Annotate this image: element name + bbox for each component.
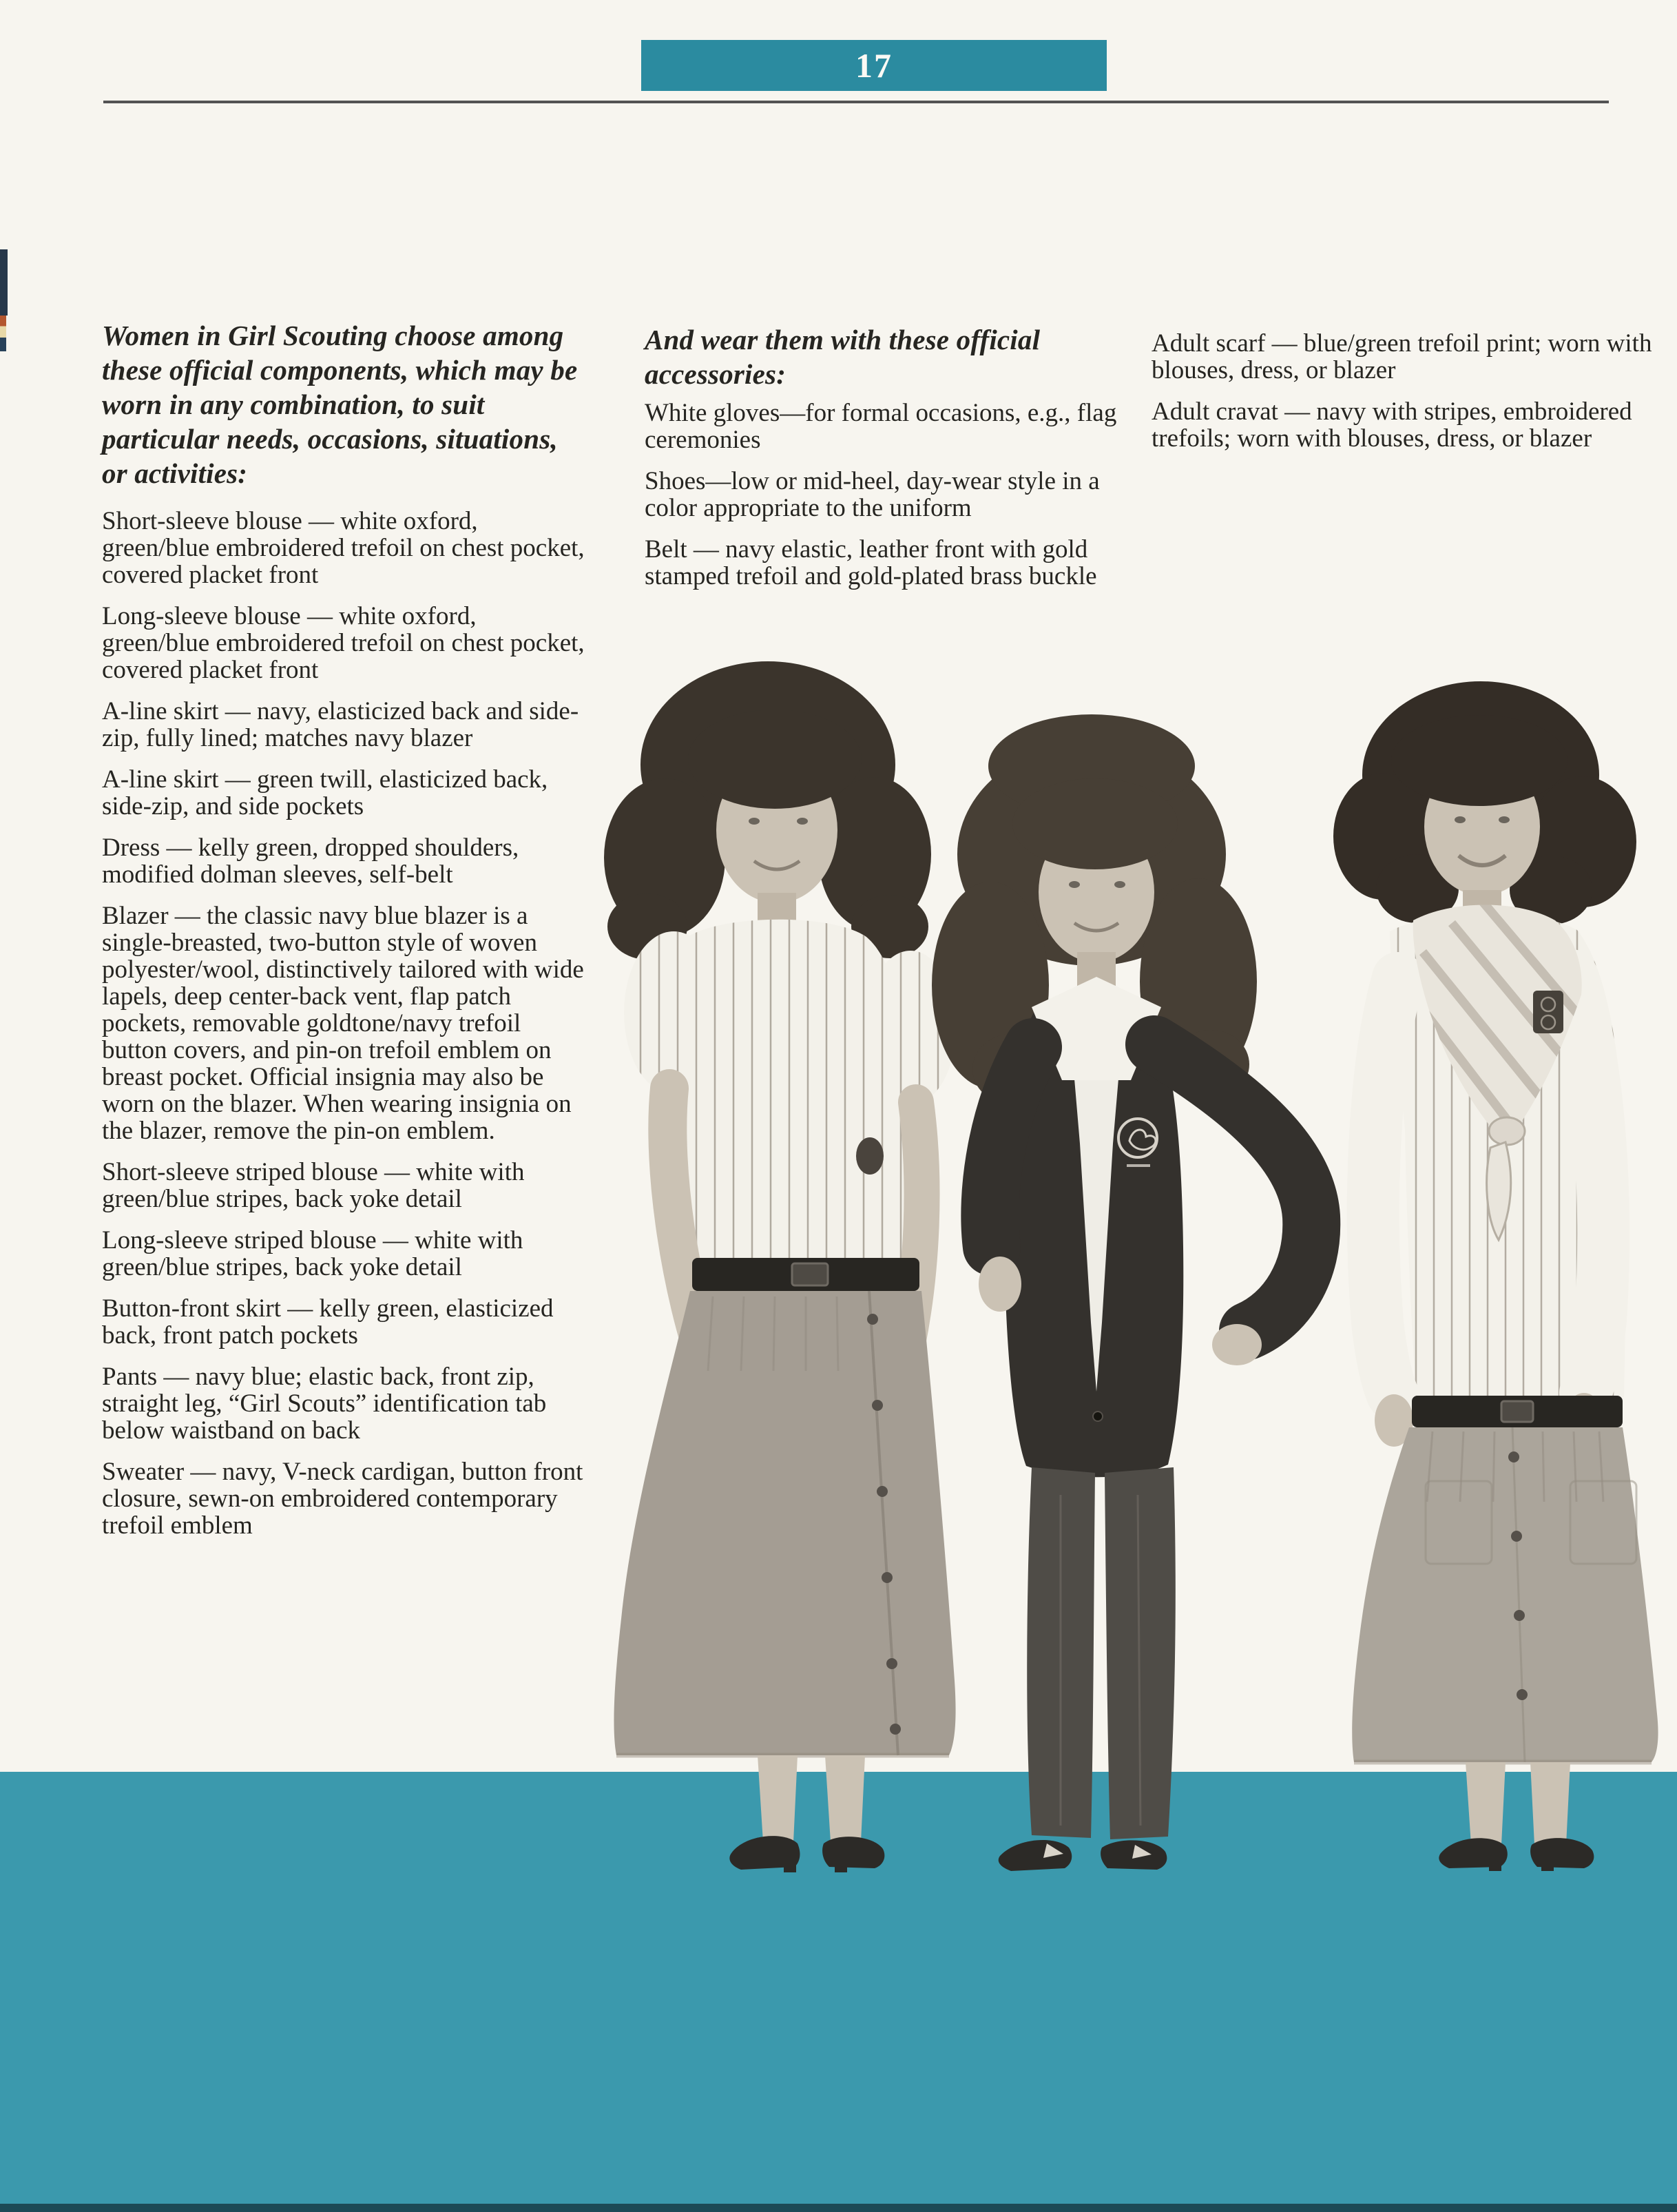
model-left-face-features — [749, 818, 808, 869]
model-right-badge — [1533, 991, 1563, 1033]
accessory-item-shoes: Shoes—low or mid-heel, day-wear style in a color appropriate to the uniform — [645, 467, 1100, 522]
accessories-column — [645, 311, 1127, 604]
uniform-item-aline-skirt-green: A-line skirt — green twill, elasticized back, side-zip, and side pockets — [102, 765, 548, 820]
model-left-blouse — [624, 916, 956, 1268]
page-number-banner — [641, 40, 1107, 91]
model-right-hair — [1333, 681, 1636, 924]
model-middle-hair — [932, 714, 1257, 1105]
uniform-item-blazer: Blazer — the classic navy blue blazer is a single-breasted, two-button style of woven polyester/wool, distinctively tailored with wide lapels, deep center-back vent, flap patch pockets, removable goldtone/navy trefoil button covers, and pin-on trefoil emblem on breast pocket. Official insignia may also be worn on the blazer. When wearing insignia on the blazer, remove the pin-on emblem. — [102, 902, 584, 1145]
page-bottom-edge — [0, 2204, 1677, 2212]
uniform-item-sweater: Sweater — navy, V-neck cardigan, button front closure, sewn-on embroidered contemporary trefoil emblem — [102, 1458, 583, 1540]
accessory-item-adult-cravat: Adult cravat — navy with stripes, embroidered trefoils; worn with blouses, dress, or blazer — [1152, 397, 1632, 453]
model-middle-bangs — [1012, 778, 1178, 869]
page-number: 17 — [855, 46, 893, 85]
scan-edge-artifact — [0, 316, 6, 351]
model-middle-face-features — [1069, 881, 1125, 931]
uniform-item-button-front-skirt: Button-front skirt — kelly green, elasticized back, front patch pockets — [102, 1294, 554, 1350]
accessory-item-adult-scarf: Adult scarf — blue/green trefoil print; worn with blouses, dress, or blazer — [1152, 329, 1652, 384]
uniform-item-long-sleeve-striped-blouse: Long-sleeve striped blouse — white with green/blue stripes, back yoke detail — [102, 1226, 523, 1281]
model-right-skirt — [1352, 1427, 1658, 1762]
scan-edge-artifact — [0, 249, 8, 316]
model-left-badge — [856, 1137, 884, 1175]
model-left-skirt — [614, 1291, 955, 1755]
uniform-item-short-sleeve-blouse: Short-sleeve blouse — white oxford, green/blue embroidered trefoil on chest pocket, covered placket front — [102, 507, 585, 589]
model-right-scarf — [1401, 901, 1595, 1240]
model-middle-collar — [1032, 977, 1161, 1080]
teal-floor-band — [0, 1772, 1677, 2212]
model-right-belt — [1412, 1396, 1623, 1427]
model-middle-face — [1039, 822, 1154, 962]
header-rule — [103, 101, 1609, 103]
accessories-heading: And wear them with these official accessories: — [645, 324, 1041, 390]
neckwear-column — [1152, 311, 1657, 466]
uniform-item-long-sleeve-blouse: Long-sleeve blouse — white oxford, green/blue embroidered trefoil on chest pocket, covered placket front — [102, 602, 585, 684]
model-right — [1333, 681, 1658, 1871]
model-middle-trefoil-emblem — [1118, 1119, 1157, 1166]
model-right-bangs — [1391, 715, 1567, 806]
model-left — [604, 661, 956, 1872]
model-middle-cardigan-button — [1093, 1412, 1103, 1421]
model-middle — [932, 714, 1311, 1871]
model-right-face-features — [1455, 816, 1510, 865]
components-heading: Women in Girl Scouting choose among these official components, which may be worn in any combination, to suit particular needs, occasions, situations, or activities: — [102, 320, 578, 489]
accessory-item-white-gloves: White gloves—for formal occasions, e.g., flag ceremonies — [645, 399, 1117, 454]
model-middle-cardigan — [1004, 999, 1184, 1477]
components-column — [102, 311, 588, 1553]
uniform-item-dress: Dress — kelly green, dropped shoulders, modified dolman sleeves, self-belt — [102, 834, 519, 889]
uniform-item-aline-skirt-navy: A-line skirt — navy, elasticized back and side-zip, fully lined; matches navy blazer — [102, 697, 579, 752]
model-middle-shirt-v — [1069, 1002, 1124, 1392]
model-right-blouse — [1390, 909, 1625, 1402]
model-left-face — [716, 757, 837, 903]
model-right-face — [1424, 758, 1540, 896]
model-left-belt — [692, 1258, 919, 1291]
accessory-item-belt: Belt — navy elastic, leather front with gold stamped trefoil and gold-plated brass buckle — [645, 535, 1097, 590]
model-middle-arms — [979, 1044, 1311, 1365]
model-left-bangs — [688, 710, 862, 809]
model-left-hair — [604, 661, 931, 960]
uniform-item-short-sleeve-striped-blouse: Short-sleeve striped blouse — white with green/blue stripes, back yoke detail — [102, 1158, 525, 1213]
model-right-sleeves — [1373, 975, 1603, 1447]
uniform-item-pants: Pants — navy blue; elastic back, front zip, straight leg, “Girl Scouts” identification tab below waistband on back — [102, 1363, 547, 1445]
model-left-arms — [667, 1088, 921, 1427]
